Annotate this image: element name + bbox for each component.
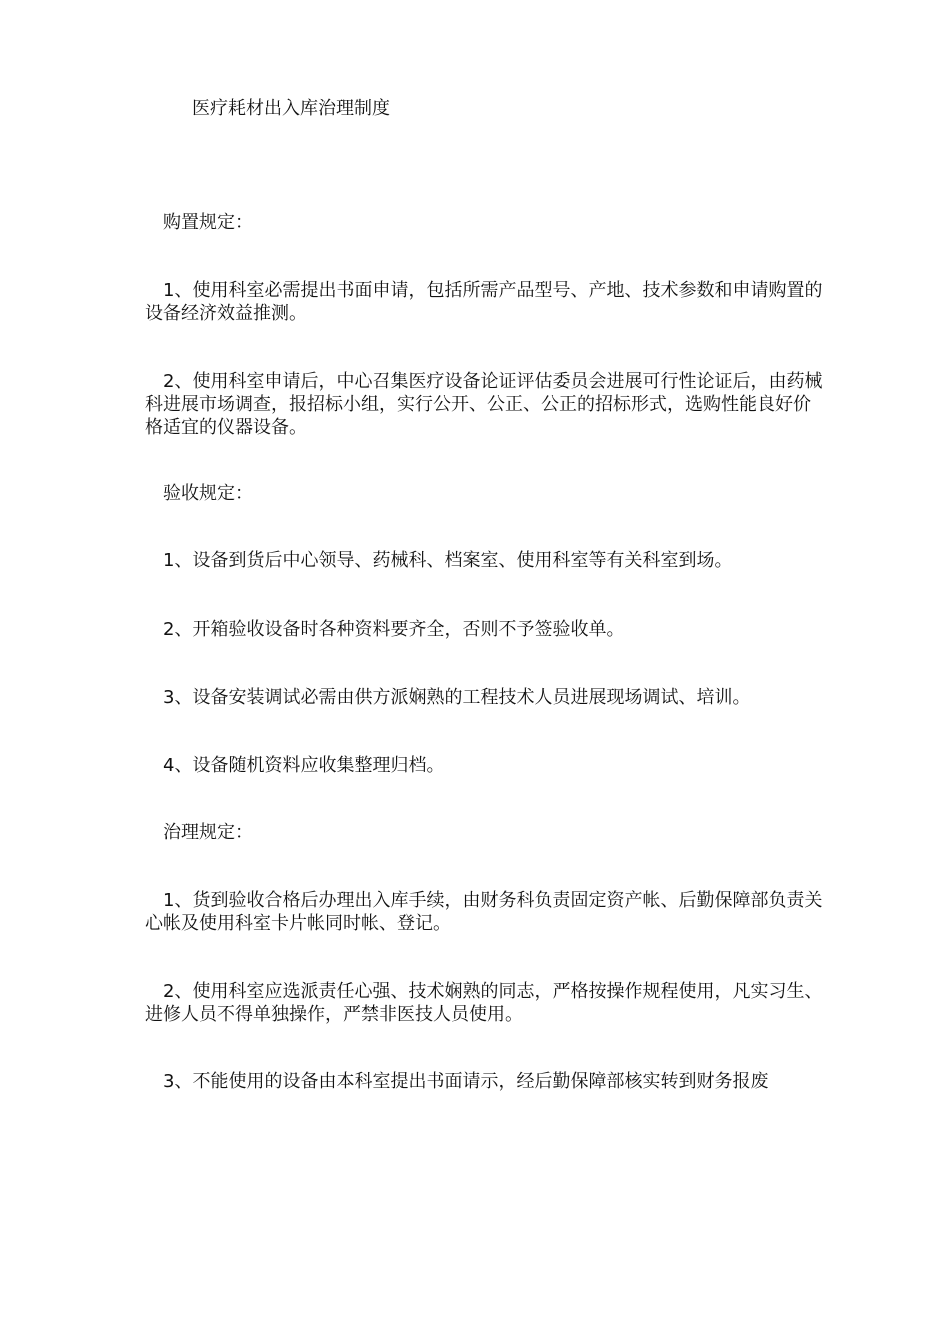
acceptance-item-3: 3、设备安装调试必需由供方派娴熟的工程技术人员进展现场调试、培训。 — [163, 687, 751, 708]
acceptance-item-2: 2、开箱验收设备时各种资料要齐全，否则不予签验收单。 — [163, 619, 625, 640]
section-heading-purchase: 购置规定： — [163, 212, 253, 233]
acceptance-item-4: 4、设备随机资料应收集整理归档。 — [163, 755, 445, 776]
acceptance-item-1: 1、设备到货后中心领导、药械科、档案室、使用科室等有关科室到场。 — [163, 550, 733, 571]
document-title: 医疗耗材出入库治理制度 — [192, 98, 390, 119]
purchase-item-1: 1、使用科室必需提出书面申请，包括所需产品型号、产地、技术参数和申请购置的设备经济效益推测。 — [145, 280, 823, 324]
purchase-item-2: 2、使用科室申请后，中心召集医疗设备论证评估委员会进展可行性论证后，由药械科进展市场调查，报招标小组，实行公开、公正、公正的招标形式，选购性能良好价格适宜的仪器设备。 — [145, 371, 823, 438]
section-heading-acceptance: 验收规定： — [163, 483, 253, 504]
section-heading-management: 治理规定： — [163, 822, 253, 843]
management-item-2: 2、使用科室应选派责任心强、技术娴熟的同志，严格按操作规程使用，凡实习生、进修人员不得单独操作，严禁非医技人员使用。 — [145, 981, 823, 1025]
management-item-3: 3、不能使用的设备由本科室提出书面请示，经后勤保障部核实转到财务报废 — [163, 1071, 769, 1092]
management-item-1: 1、货到验收合格后办理出入库手续，由财务科负责固定资产帐、后勤保障部负责关心帐及使用科室卡片帐同时帐、登记。 — [145, 890, 823, 934]
